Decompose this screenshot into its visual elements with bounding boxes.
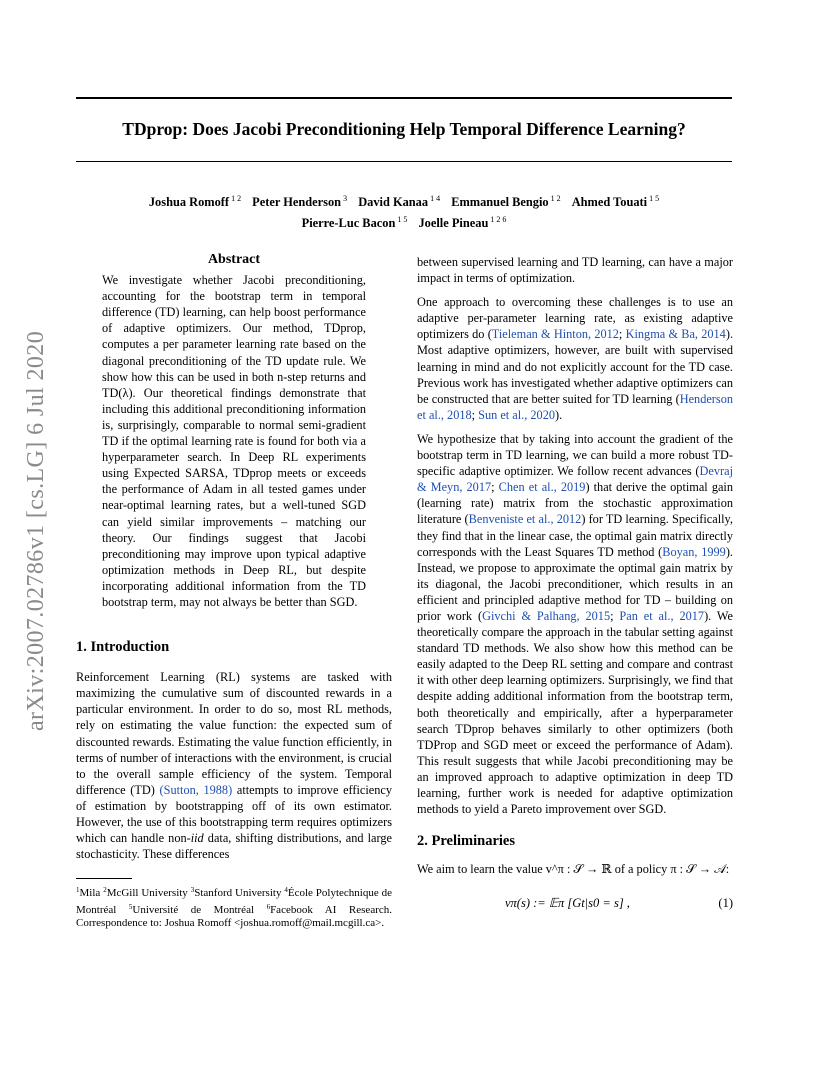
author-affiliation: 1 2 (231, 194, 242, 203)
abstract-heading: Abstract (207, 252, 261, 267)
intro-paragraph: One approach to overcoming these challenges is to use an adaptive per-parameter learning rate, as existing adaptive optimizers do (Tieleman & Hinton, 2012; Kingma & Ba, 2014). Most adaptive optimizers, however, are built with supervised learning in mind and do not explicitly account for the TD case. Previous work has investigated whether adaptive optimizers can be constructed that are better suited for TD learning (Henderson et al., 2018; Sun et al., 2020). (417, 295, 734, 422)
affiliations-footnote: $^1$Mila $^2$McGill University $^3$Stanford University $^4$École Polytechnique de Montréal $^5$Université de Montréal $^6$Facebook AI Research. Correspondence to: Joshua Romoff <joshua.romoff@mail.mcgill.ca>. (76, 886, 393, 930)
author-name: Ahmed Touati (571, 195, 648, 209)
author-name: David Kanaa (358, 195, 429, 209)
equation-number: (1) (718, 896, 733, 911)
equation-1 (417, 895, 733, 915)
author (358, 195, 440, 209)
author-affiliation: 1 4 (430, 194, 441, 203)
citation-link[interactable]: Pan et al., 2017 (619, 608, 705, 623)
author (252, 195, 347, 209)
author-name: Joelle Pineau (418, 216, 489, 230)
author (418, 216, 506, 230)
title-top-rule (76, 97, 732, 99)
author-affiliation: 1 2 (550, 194, 561, 203)
author-list (76, 190, 732, 232)
intro-paragraph-continued: between supervised learning and TD learning, can have a major impact in terms of optimization. (417, 255, 733, 286)
citation-link[interactable]: (Sutton, 1988) (159, 782, 233, 797)
author-affiliation: 1 5 (397, 215, 408, 224)
citation-link[interactable]: Tieleman & Hinton, 2012 (491, 327, 619, 342)
arxiv-identifier: arXiv:2007.02786v1 [cs.LG] 6 Jul 2020 (23, 330, 49, 732)
citation-link[interactable]: Chen et al., 2019 (498, 480, 586, 495)
citation-link[interactable]: Sun et al., 2020 (478, 407, 555, 422)
paper-title: TDprop: Does Jacobi Preconditioning Help Temporal Difference Learning? (122, 119, 686, 139)
citation-link[interactable]: Henderson et al., 2018 (417, 391, 733, 422)
author-name: Pierre-Luc Bacon (301, 216, 396, 230)
section-heading-introduction: 1. Introduction (76, 639, 170, 656)
citation-link[interactable]: Givchi & Palhang, 2015 (482, 608, 611, 623)
author-affiliation: 1 5 (649, 194, 660, 203)
intro-paragraph: Reinforcement Learning (RL) systems are tasked with maximizing the cumulative sum of discounted rewards in a particular environment. In order to do so, most RL methods, rely on estimating the value function: the expected sum of discounted rewards. Estimating the value function efficiently, in terms of number of interactions with the environment, is crucial to the overall sample efficiency of the system. Temporal difference (TD) (Sutton, 1988) attempts to improve efficiency of estimation by bootstrapping off of its own estimator. However, the use of this bootstrapping term requires optimizers which can handle non-iid data, shifting distributions, and large stochasticity. These differences (76, 670, 392, 862)
author (451, 195, 560, 209)
intro-paragraph: We hypothesize that by taking into account the gradient of the bootstrap term in TD learning, we can build a more robust TD-specific adaptive optimizer. We follow recent advances (Devraj & Meyn, 2017; Chen et al., 2019) that derive the optimal gain (learning rate) matrix from the stochastic approximation literature (Benveniste et al., 2012) for TD learning. Specifically, they find that in the linear case, the optimal gain matrix directly corresponds with the Least Squares TD method (Boyan, 1999). Instead, we propose to approximate the optimal gain matrix by its diagonal, the Jacobi preconditioner, which results in an efficient and principled adaptive method for TD – building on prior work (Givchi & Palhang, 2015; Pan et al., 2017). We theoretically compare the approach in the tabular setting against standard TD methods. We also show how this method can be easily adapted to the Deep RL setting and compare and contrast it with other deep learning optimizers. Surprisingly, we find that despite adding additional information from the bootstrap term, both theoretically and empirically, after a hyperparameter search TDprop behaves similarly to other optimizers (both TDProp and SGD meet or exceed the performance of Adam). This result suggests that while Jacobi preconditioning may be an improved approach to adaptive optimization in deep TD learning, further work is needed for adaptive optimization methods to yield a Pareto improvement over SGD. (417, 431, 733, 817)
footnote-rule (76, 878, 132, 879)
author-affiliation: 3 (343, 194, 348, 203)
abstract-body: We investigate whether Jacobi preconditioning, accounting for the bootstrap term in temporal difference (TD) learning, can help boost performance of adaptive optimizers. Our method, TDprop, computes a per parameter learning rate based on the diagonal preconditioning of the TD update rule. We show how this can be used in both n-step returns and TD(λ). Our theoretical findings demonstrate that including this additional preconditioning information is, surprisingly, comparable to normal semi-gradient TD if the optimal learning rate is found for both via a hyperparameter search. In Deep RL experiments using Expected SARSA, TDprop meets or exceeds the performance of Adam in all tested games under near-optimal learning rates, but a well-tuned SGD can yield similar improvements – matching our theory. Our findings suggest that Jacobi preconditioning may improve upon typical adaptive optimization methods in Deep RL, but despite incorporating additional information from the TD bootstrap term, may not always be better than SGD. (102, 273, 366, 609)
author-name: Emmanuel Bengio (451, 195, 549, 209)
author-name: Joshua Romoff (148, 195, 230, 209)
section-heading-preliminaries: 2. Preliminaries (417, 833, 515, 850)
citation-link[interactable]: Kingma & Ba, 2014 (625, 327, 726, 342)
citation-link[interactable]: Boyan, 1999 (662, 544, 726, 559)
author (302, 216, 408, 230)
right-column (417, 254, 733, 915)
citation-link[interactable]: Benveniste et al., 2012 (468, 512, 582, 527)
preliminaries-paragraph: We aim to learn the value v^π : 𝒮 → ℝ of a policy π : 𝒮 → 𝒜: (417, 862, 730, 877)
author-affiliation: 1 2 6 (490, 215, 507, 224)
left-column (76, 250, 392, 931)
citation-link[interactable]: Devraj & Meyn, 2017 (417, 464, 733, 495)
author (572, 195, 659, 209)
author-name: Peter Henderson (252, 195, 342, 209)
author (149, 195, 241, 209)
equation-body: vπ(s) := 𝔼π [Gt|s0 = s] , (505, 896, 630, 911)
title-bottom-rule (76, 161, 732, 162)
